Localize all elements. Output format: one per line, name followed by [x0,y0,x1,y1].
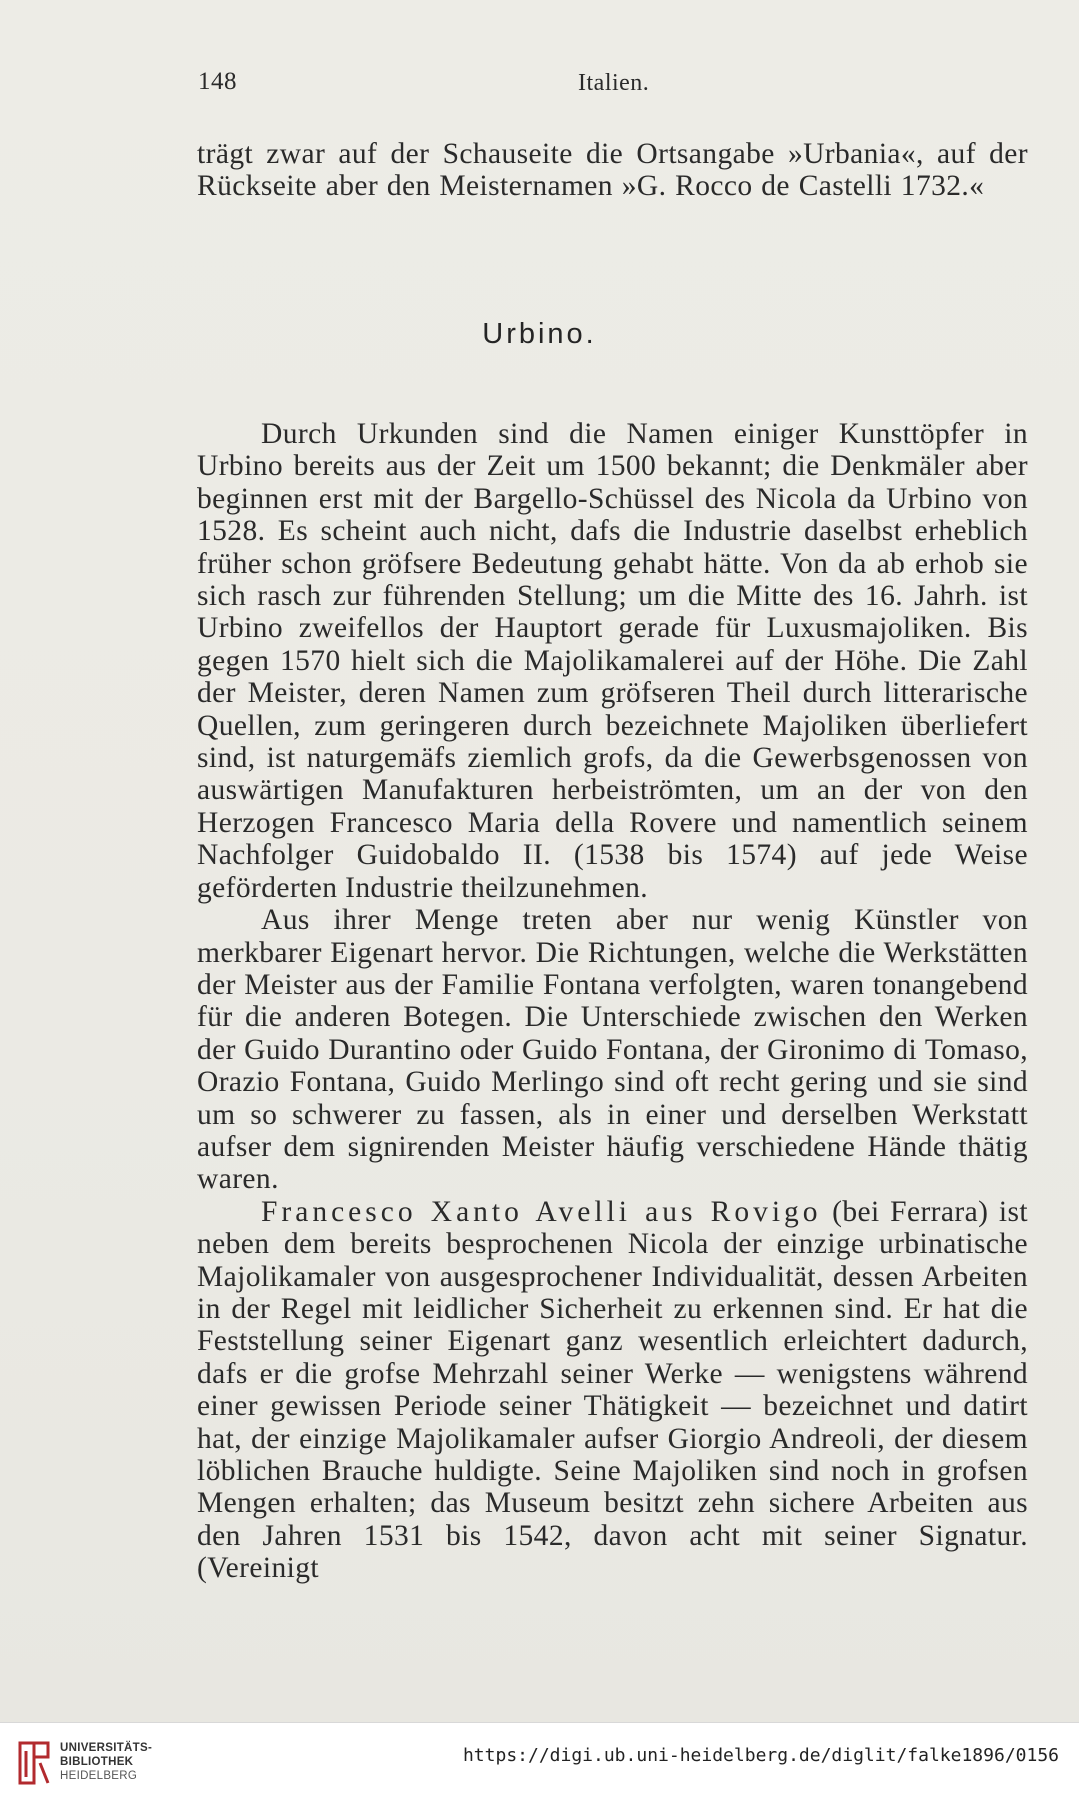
library-logo-icon [14,1737,54,1787]
logo-line-1: UNIVERSITÄTS- [60,1742,153,1754]
continuation-text [197,138,1028,203]
library-logo-text [60,1741,152,1783]
continuation-paragraph: trägt zwar auf der Schauseite die Ortsangabe »Urbania«, auf der Rückseite aber den Meisternamen »G. Rocco de Castelli 1732.« [197,138,1028,203]
logo-line-3: HEIDELBERG [60,1770,138,1782]
paragraph-3 [197,1196,1028,1585]
section-title: Urbino. [482,318,597,350]
logo-line-2: BIBLIOTHEK [60,1756,134,1768]
paragraph-2: Aus ihrer Menge treten aber nur wenig Künstler von merkbarer Eigenart hervor. Die Richtungen, welche die Werkstätten der Meister aus der Familie Fontana verfolgten, waren tonangebend für die anderen Botegen. Die Unterschiede zwischen den Werken der Guido Durantino oder Guido Fontana, der Gironimo di Tomaso, Orazio Fontana, Guido Merlingo sind oft recht gering und sie sind um so schwerer zu fassen, als in einer und derselben Werkstatt aufser dem signirenden Meister häufig verschiedene Hände thätig waren. [197,904,1028,1196]
paragraph-3-text: (bei Ferrara) ist neben dem bereits besprochenen Nicola der einzige urbinatische Majolikamaler von ausgesprochener Individualität, dessen Arbeiten in der Regel mit leidlicher Sicherheit zu erkennen sind. Er hat die Feststellung seiner Eigenart ganz wesentlich erleichtert dadurch, dafs er die grofse Mehrzahl seiner Werke — wenigstens während einer gewissen Periode seiner Thätigkeit — bezeichnet und datirt hat, der einzige Majolikamaler aufser Giorgio Andreoli, der diesem löblichen Brauche huldigte. Seine Majoliken sind noch in grofsen Mengen erhalten; das Museum besitzt zehn sichere Arbeiten aus den Jahren 1531 bis 1542, davon acht mit seiner Signatur. (Vereinigt [197,1195,1028,1585]
paragraph-1: Durch Urkunden sind die Namen einiger Kunsttöpfer in Urbino bereits aus der Zeit um 1500 bekannt; die Denkmäler aber beginnen erst mit der Bargello-Schüssel des Nicola da Urbino von 1528. Es scheint auch nicht, dafs die Industrie daselbst erheblich früher schon gröfsere Bedeutung gehabt hätte. Von da ab erhob sie sich rasch zur führenden Stellung; um die Mitte des 16. Jahrh. ist Urbino zweifellos der Hauptort gerade für Luxusmajoliken. Bis gegen 1570 hielt sich die Majolikamalerei auf der Höhe. Die Zahl der Meister, deren Namen zum gröfseren Theil durch litterarische Quellen, zum geringeren durch bezeichnete Majoliken überliefert sind, ist naturgemäfs ziemlich grofs, da die Gewerbsgenossen von auswärtigen Manufakturen herbeiströmten, um an der von den Herzogen Francesco Maria della Rovere und namentlich seinem Nachfolger Guidobaldo II. (1538 bis 1574) auf jede Weise geförderten Industrie theilzunehmen. [197,418,1028,904]
main-text [197,418,1028,1585]
page-header [198,68,1028,104]
permalink-url[interactable]: https://digi.ub.uni-heidelberg.de/diglit/falke1896/0156 [462,1745,1059,1766]
running-title: Italien. [578,70,650,96]
page-number: 148 [198,68,237,95]
footer-bar [0,1722,1079,1799]
artist-name: Francesco Xanto Avelli aus Rovigo [261,1195,822,1228]
